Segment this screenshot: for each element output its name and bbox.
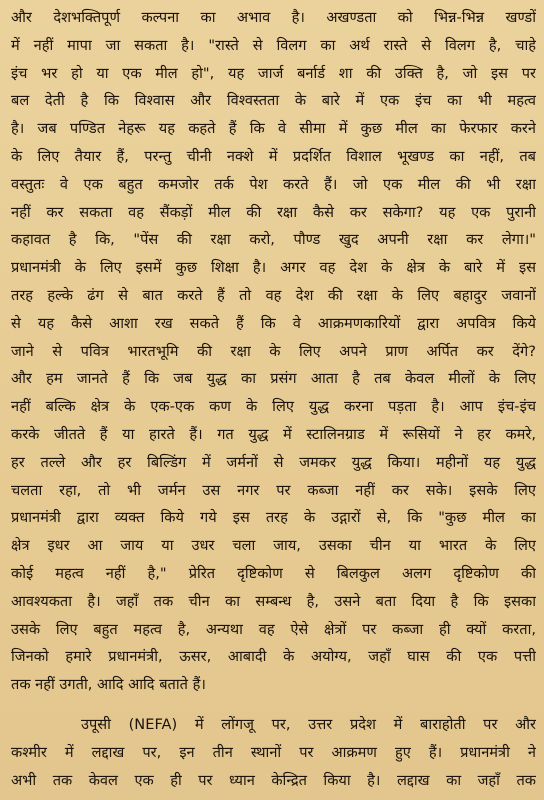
text-line: है। जब पण्डित नेहरू यह कहते हैं कि वे सीमा में कुछ मील का फेरफार करने [11,120,536,138]
text-line: इंच भर हो या एक मील हो", यह जार्ज बर्नार्ड शा की उक्ति है, जो इस पर [11,64,536,82]
text-line: करके जीतते हैं या हारते हैं। गत युद्ध में स्टालिनग्राड में रूसियों ने हर कमरे, [11,425,536,443]
text-line: प्रधानमंत्री के लिए इसमें कुछ शिक्षा है। अगर वह देश के क्षेत्र के बारे में इस [11,259,536,277]
text-line: नहीं कर सकता वह सैंकड़ों मील की रक्षा कैसे कर सकेगा? यह एक पुरानी [11,203,536,221]
text-line: प्रधानमंत्री द्वारा व्यक्त किये गये इस तरह के उद्गारों से, कि "कुछ मील का [11,509,536,527]
text-line: और हम जानते हैं कि जब युद्ध का प्रसंग आता है तब केवल मीलों के लिए [11,370,536,388]
text-line: कहावत है कि, "पेंस की रक्षा करो, पौण्ड खुद अपनी रक्षा कर लेगा।" [11,231,536,249]
text-line: उसके लिए बहुत महत्व है, अन्यथा वह ऐसे क्षेत्रों पर कब्जा ही क्यों करता, [11,620,536,638]
paragraph-1 [11,4,536,699]
text-line: क्षेत्र इधर आ जाय या उधर चला जाय, उसका चीन या भारत के लिए [11,537,536,555]
paragraph-gap [11,699,536,711]
text-line: अभी तक केवल एक ही पर ध्यान केन्द्रित किया है। लद्दाख का जहाँ तक [11,771,536,789]
text-line: तरह हल्के ढंग से बात करते हैं तो वह देश की रक्षा के लिए बहादुर जवानों [11,286,536,304]
text-line: कोई महत्व नहीं है," प्रेरित दृष्टिकोण से बिलकुल अलग दृष्टिकोण की [11,564,536,582]
text-line: आवश्यकता है। जहाँ तक चीन का सम्बन्ध है, उसने बता दिया है कि इसका [11,592,536,610]
text-line: और देशभक्तिपूर्ण कल्पना का अभाव है। अखण्डता को भिन्न-भिन्न खण्डों [11,9,536,26]
text-line: वस्तुतः वे एक बहुत कमजोर तर्क पेश करते हैं। जो एक मील की भी रक्षा [11,175,536,193]
text-line: कश्मीर में लद्दाख पर, इन तीन स्थानों पर आक्रमण हुए हैं। प्रधानमंत्री ने [11,743,536,761]
text-line: बल देती है कि विश्वास और विश्वस्तता के बारे में एक इंच का भी महत्व [11,92,536,110]
text-line: नहीं बल्कि क्षेत्र के एक-एक कण के लिए युद्ध करना पड़ता है। आप इंच-इंच [11,398,536,416]
text-line: चलता रहा, तो भी जर्मन उस नगर पर कब्जा नहीं कर सके। इसके लिए [11,481,536,499]
text-line: तक नहीं उगती, आदि आदि बताते हैं। [11,676,206,694]
text-line: के लिए तैयार हैं, परन्तु चीनी नक्शे में प्रदर्शित विशाल भूखण्ड का नहीं, तब [11,147,536,165]
text-line: में नहीं मापा जा सकता है। "रास्ते से विलग का अर्थ रास्ते से विलग है, चाहे [11,36,536,54]
paragraph-2 [11,711,536,794]
text-line: से यह कैसे आशा रख सकते हैं कि वे आक्रमणकारियों द्वारा अपवित्र किये [11,314,536,332]
text-line: जिनको हमारे प्रधानमंत्री, ऊसर, आबादी के अयोग्य, जहाँ घास की एक पत्ती [11,648,536,666]
text-line: जाने से पवित्र भारतभूमि की रक्षा के लिए अपने प्राण अर्पित कर देंगे? [11,342,536,360]
text-line: हर तल्ले और हर बिल्डिंग में जर्मनों से जमकर युद्ध किया। महीनों यह युद्ध [11,453,536,471]
text-line: उपूसी (NEFA) में लोंगजू पर, उत्तर प्रदेश में बाराहोती पर और [81,715,536,733]
